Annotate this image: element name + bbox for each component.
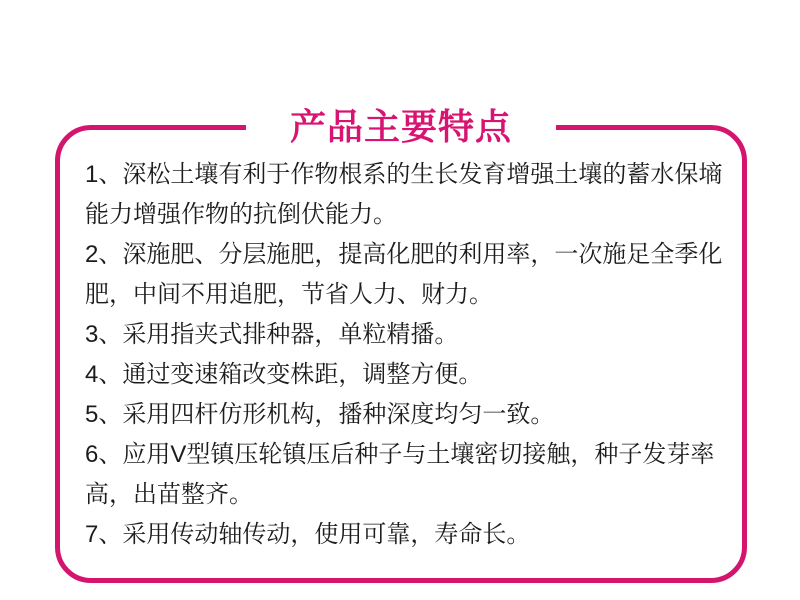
feature-item-4: 4、通过变速箱改变株距，调整方便。 <box>85 361 483 388</box>
features-list <box>60 130 730 555</box>
feature-item-3: 3、采用指夹式排种器，单粒精播。 <box>85 321 459 348</box>
feature-item-7: 7、采用传动轴传动，使用可靠，寿命长。 <box>85 521 531 548</box>
feature-item-2: 2、深施肥、分层施肥，提高化肥的利用率，一次施足全季化肥，中间不用追肥，节省人力、财力。 <box>85 241 723 308</box>
feature-item-5: 5、采用四杆仿形机构，播种深度均匀一致。 <box>85 401 555 428</box>
features-panel <box>55 107 747 583</box>
feature-item-1: 1、深松土壤有利于作物根系的生长发育增强土壤的蓄水保墒能力增强作物的抗倒伏能力。 <box>85 161 723 228</box>
panel-title: 产品主要特点 <box>246 103 556 151</box>
feature-item-6: 6、应用V型镇压轮镇压后种子与土壤密切接触，种子发芽率高，出苗整齐。 <box>85 441 715 508</box>
